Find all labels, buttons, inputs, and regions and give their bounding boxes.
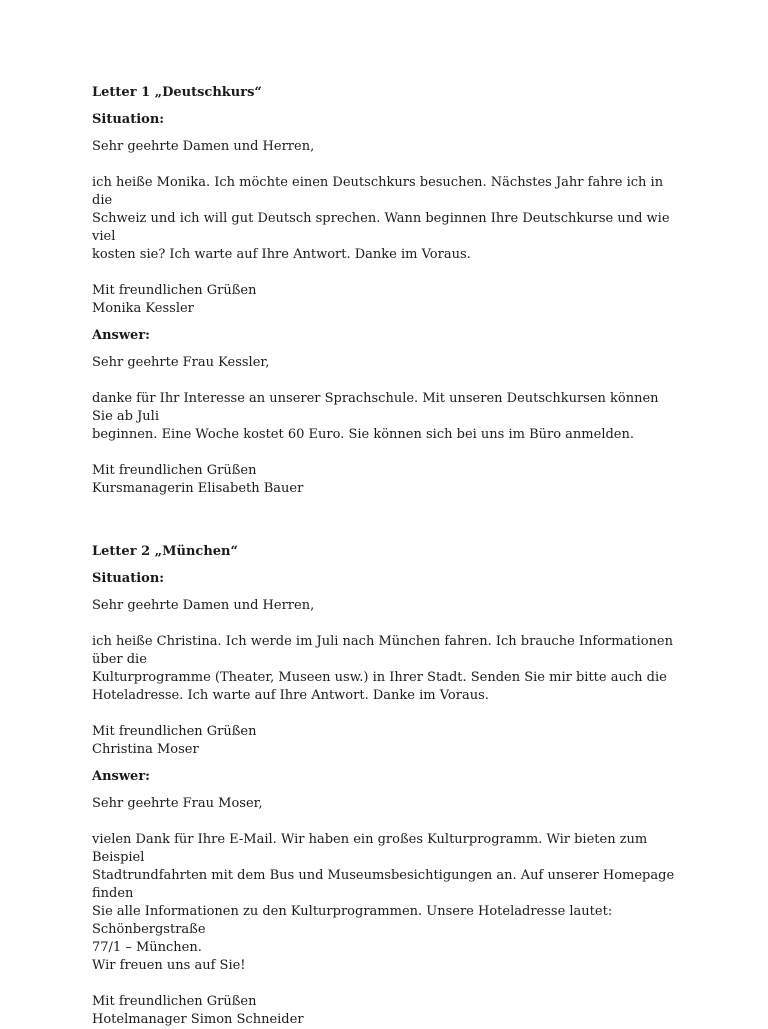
body-line: ich heiße Christina. Ich werde im Juli nach München fahren. Ich brauche Informationen über die (92, 634, 674, 667)
answer-label: Answer: (92, 328, 150, 343)
answer-salutation: Sehr geehrte Frau Moser, (92, 796, 263, 811)
body-line: beginnen. Eine Woche kostet 60 Euro. Sie können sich bei uns im Büro anmelden. (92, 427, 635, 442)
letter-title: Letter 1 „Deutschkurs“ (92, 85, 262, 100)
body-line: ich heiße Monika. Ich möchte einen Deutschkurs besuchen. Nächstes Jahr fahre ich in die (92, 175, 664, 208)
situation-salutation: Sehr geehrte Damen und Herren, (92, 598, 315, 613)
body-line: 77/1 – München. (92, 940, 202, 955)
situation-body (92, 633, 682, 705)
answer-label: Answer: (92, 769, 150, 784)
situation-closing (92, 723, 682, 759)
closing-phrase: Mit freundlichen Grüßen (92, 994, 257, 1009)
answer-closing (92, 462, 682, 498)
signature: Monika Kessler (92, 301, 194, 316)
body-line: kosten sie? Ich warte auf Ihre Antwort. Danke im Voraus. (92, 247, 471, 262)
body-line: Wir freuen uns auf Sie! (92, 958, 246, 973)
answer-body (92, 390, 682, 444)
answer-salutation: Sehr geehrte Frau Kessler, (92, 355, 270, 370)
signature: Kursmanagerin Elisabeth Bauer (92, 481, 304, 496)
signature: Hotelmanager Simon Schneider (92, 1012, 304, 1027)
body-line: Kulturprogramme (Theater, Museen usw.) in Ihrer Stadt. Senden Sie mir bitte auch die (92, 670, 667, 685)
body-line: Stadtrundfahrten mit dem Bus und Museumsbesichtigungen an. Auf unserer Homepage finden (92, 868, 675, 901)
closing-phrase: Mit freundlichen Grüßen (92, 463, 257, 478)
answer-body (92, 831, 682, 975)
body-line: Hoteladresse. Ich warte auf Ihre Antwort. Danke im Voraus. (92, 688, 489, 703)
body-line: vielen Dank für Ihre E-Mail. Wir haben ein großes Kulturprogramm. Wir bieten zum Beispiel (92, 832, 648, 865)
signature: Christina Moser (92, 742, 199, 757)
body-line: Schweiz und ich will gut Deutsch sprechen. Wann beginnen Ihre Deutschkurse und wie viel (92, 211, 670, 244)
closing-phrase: Mit freundlichen Grüßen (92, 724, 257, 739)
letter-2 (92, 543, 682, 1029)
document-page (92, 84, 682, 1029)
body-line: Sie alle Informationen zu den Kulturprogrammen. Unsere Hoteladresse lautet: Schönbergstraße (92, 904, 613, 937)
situation-salutation: Sehr geehrte Damen und Herren, (92, 139, 315, 154)
letter-1 (92, 84, 682, 498)
closing-phrase: Mit freundlichen Grüßen (92, 283, 257, 298)
body-line: danke für Ihr Interesse an unserer Sprachschule. Mit unseren Deutschkursen können Sie ab Juli (92, 391, 659, 424)
situation-body (92, 174, 682, 264)
situation-label: Situation: (92, 571, 165, 586)
situation-closing (92, 282, 682, 318)
letter-title: Letter 2 „München“ (92, 544, 238, 559)
situation-label: Situation: (92, 112, 165, 127)
